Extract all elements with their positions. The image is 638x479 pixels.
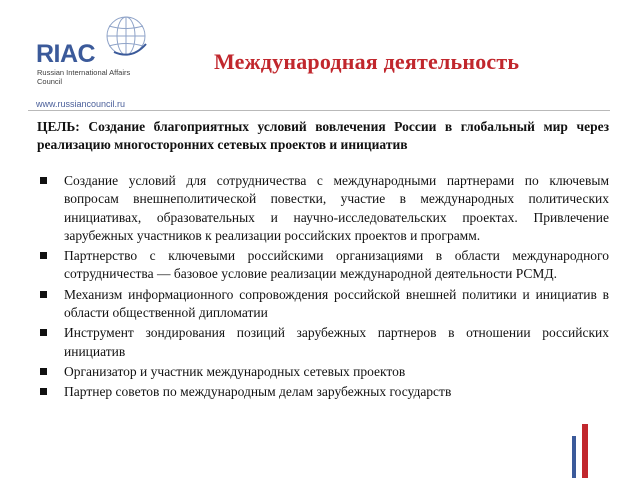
list-item-text: Создание условий для сотрудничества с международными партнерами по ключевым вопросам внешнеполитической повестки, участие в международных политических инициативах, образовательных и научно-исследовательских проектах. Привлечение зарубежных участников к реализации российских проектов и программ. xyxy=(64,173,609,243)
globe-icon xyxy=(102,14,148,66)
bullet-list xyxy=(37,172,609,404)
list-item xyxy=(37,247,609,284)
goal-statement: ЦЕЛЬ: Создание благоприятных условий вовлечения России в глобальный мир через реализацию многосторонних сетевых проектов и инициатив xyxy=(37,119,609,152)
bullet-square-icon xyxy=(40,291,47,298)
bullet-square-icon xyxy=(40,388,47,395)
list-item-text: Инструмент зондирования позиций зарубежных партнеров в отношении российских инициатив xyxy=(64,325,609,359)
bullet-square-icon xyxy=(40,329,47,336)
logo-full-name: Russian International Affairs Council xyxy=(37,68,131,86)
list-item xyxy=(37,286,609,323)
decorative-red-bar xyxy=(582,424,588,478)
list-item-text: Механизм информационного сопровождения российской внешней политики и инициатив в области общественной дипломатии xyxy=(64,286,609,321)
bullet-square-icon xyxy=(40,368,47,375)
list-item-text: Партнерство с ключевыми российскими организациями в области международного сотрудничества — базовое условие реализации международной деятельности РСМД. xyxy=(64,248,609,282)
list-item xyxy=(37,324,609,361)
logo-abbr: RIAC xyxy=(36,40,96,68)
riac-logo xyxy=(36,14,176,114)
list-item-text: Партнер советов по международным делам зарубежных государств xyxy=(64,384,452,400)
list-item xyxy=(37,363,609,381)
page-title: Международная деятельность xyxy=(214,49,520,74)
bullet-square-icon xyxy=(40,177,47,184)
list-item xyxy=(37,383,609,401)
logo-url[interactable]: www.russiancouncil.ru xyxy=(36,99,126,109)
decorative-blue-bar xyxy=(572,436,576,478)
bullet-square-icon xyxy=(40,252,47,259)
list-item xyxy=(37,172,609,245)
header-divider xyxy=(28,110,610,111)
list-item-text: Организатор и участник международных сетевых проектов xyxy=(64,363,406,379)
